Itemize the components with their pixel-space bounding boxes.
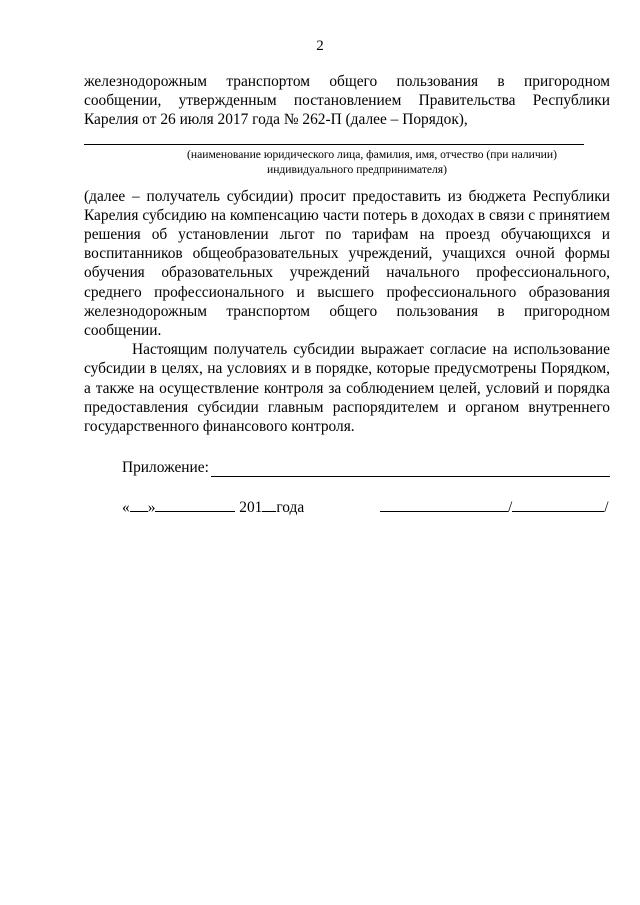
signature-field (380, 497, 609, 517)
applicant-name-line (84, 132, 584, 145)
date-open-quote: « (122, 499, 130, 517)
day-blank (130, 497, 148, 512)
paragraph-intro: железнодорожным транспортом общего пользования в пригородном сообщении, утвержденным постановлением Правительства Республики Карелия от 26 июля 2017 года № 262-П (далее – Порядок), (84, 73, 610, 129)
caption-line-1: (наименование юридического лица, фамилия, имя, отчество (при наличии) (187, 147, 557, 161)
year-prefix: 201 (235, 499, 263, 517)
paragraph-consent: Настоящим получатель субсидии выражает согласие на использование субсидии в целях, на условиях и в порядке, которые предусмотрены Порядком, а также на осуществление контроля за соблюдением целей, условий и порядка предоставления субсидии главным распорядителем и органом внутреннего государственного финансового контроля. (84, 341, 610, 436)
date-close-quote: » (147, 499, 156, 517)
document-body (84, 72, 610, 517)
year-suffix: года (276, 499, 305, 517)
attachment-label: Приложение: (122, 459, 209, 477)
date-field (122, 497, 304, 517)
signature-separator-1: / (508, 499, 513, 517)
signature-blank (380, 497, 508, 512)
year-blank (262, 497, 276, 512)
date-signature-row (84, 497, 610, 517)
month-blank (155, 497, 235, 512)
applicant-name-caption (84, 147, 610, 177)
page-number: 2 (316, 38, 324, 54)
signature-name-blank (512, 497, 604, 512)
attachment-row (84, 458, 610, 477)
attachment-line (211, 462, 610, 477)
paragraph-request: (далее – получатель субсидии) просит предоставить из бюджета Республики Карелия субсидию на компенсацию части потерь в доходах в связи с принятием решения об установлении льгот по тарифам на проезд обучающихся и воспитанников общеобразовательных учреждений, учащихся очной формы обучения образовательных учреждений начального профессионального, среднего профессионального и высшего профессионального образования железнодорожным транспортом общего пользования в пригородном сообщении. (84, 187, 610, 340)
signature-separator-2: / (604, 499, 609, 517)
caption-line-2: индивидуального предпринимателя) (266, 162, 448, 176)
